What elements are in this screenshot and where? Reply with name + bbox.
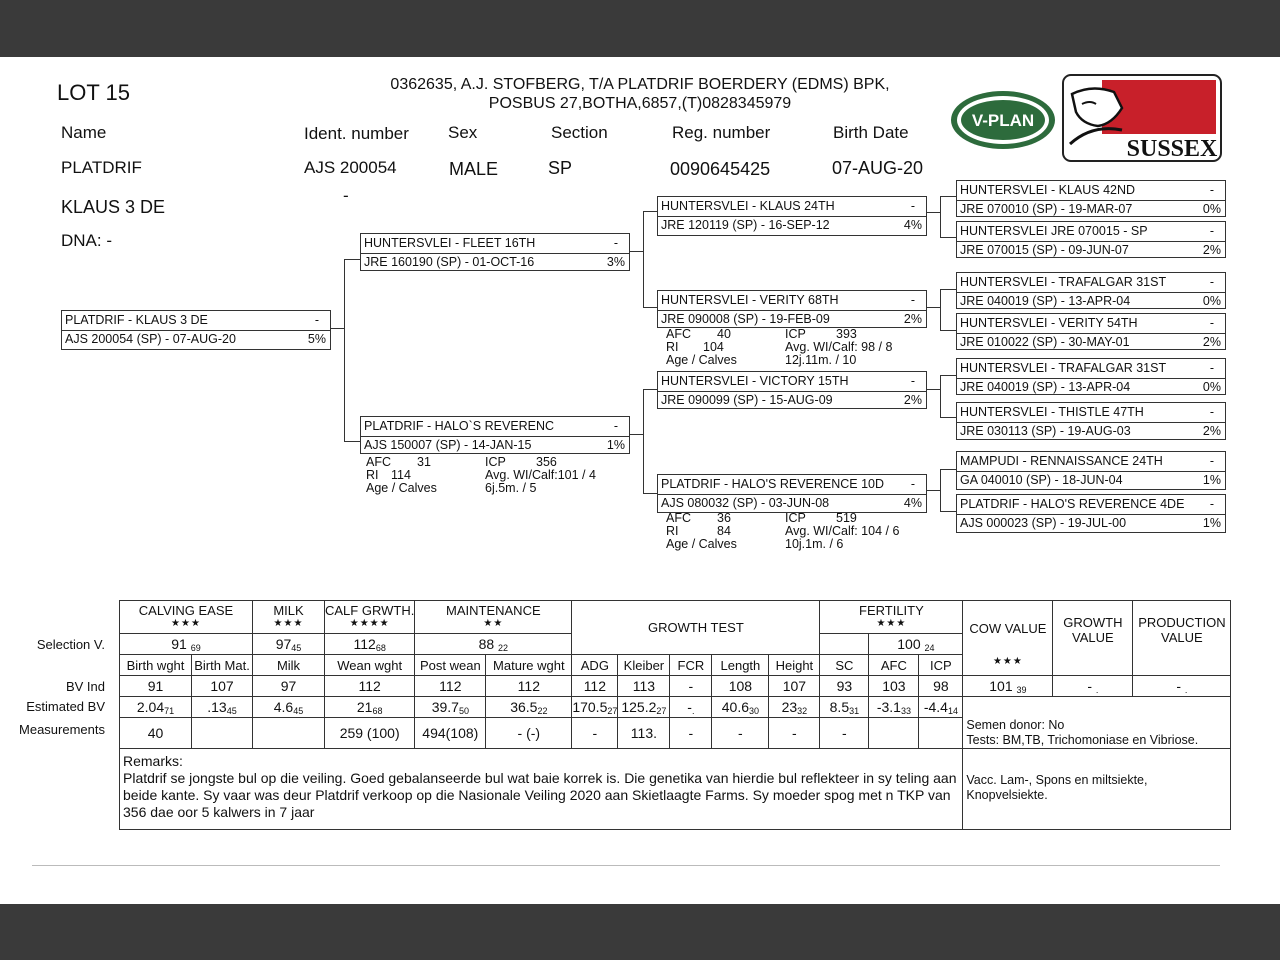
dd-name: PLATDRIF - HALO'S REVERENCE 10D	[661, 477, 885, 491]
bv-table	[119, 600, 1231, 830]
g6-id: JRE 030113 (SP) - 19-AUG-03	[960, 424, 1131, 438]
g6-name: HUNTERSVLEI - THISTLE 47TH	[960, 405, 1144, 419]
meas-cell: 494(108)	[415, 718, 486, 749]
bvind-cell: 93	[820, 676, 869, 697]
breeder-line-1: 0362635, A.J. STOFBERG, T/A PLATDRIF BOERDERY (EDMS) BPK,	[390, 76, 890, 93]
bvind-cell: 113	[618, 676, 670, 697]
g8-id: AJS 000023 (SP) - 19-JUL-00	[960, 516, 1127, 530]
connector	[925, 307, 941, 308]
sel-fert: 100 $_{24}$	[869, 634, 963, 655]
dd-stats	[666, 512, 926, 552]
connector	[344, 259, 360, 260]
row-label-selection: Selection V.	[36, 637, 105, 652]
dam-id: AJS 150007 (SP) - 14-JAN-15	[364, 438, 532, 452]
row-label-bvind: BV Ind	[65, 679, 105, 694]
breeder-info	[340, 75, 940, 113]
vacc-text: Vacc. Lam-, Spons en miltsiekte, Knopvelsiekte.	[966, 772, 1148, 802]
pedigree-gp-2	[956, 221, 1226, 258]
pedigree-sire	[360, 233, 630, 271]
pedigree-gp-1	[956, 180, 1226, 217]
meas-cell: 113.	[618, 718, 670, 749]
sd-afc-label: AFC	[666, 327, 691, 341]
dam-pct: 1%	[606, 438, 625, 452]
dam-stats	[366, 456, 626, 496]
connector	[940, 289, 956, 290]
pedigree-gp-4	[956, 313, 1226, 350]
meas-cell: -	[712, 718, 769, 749]
sussex-logo-text: SUSSEX	[1126, 136, 1218, 162]
col-header: Mature wght	[486, 655, 572, 676]
col-header: ICP	[919, 655, 963, 676]
dam-icp-label: ICP	[485, 455, 506, 469]
bvind-cell: 103	[869, 676, 919, 697]
sd-icp-label: ICP	[785, 327, 806, 341]
sd-dash: -	[910, 293, 915, 307]
sd-pct: 2%	[903, 312, 922, 326]
dd-age-label: Age / Calves	[666, 537, 737, 551]
est-cell: $39.7_{50}$	[415, 697, 486, 718]
g8-pct: 1%	[1202, 516, 1221, 530]
row-label-est: Estimated BV	[26, 699, 105, 714]
meas-cell: -	[820, 718, 869, 749]
connector	[940, 196, 941, 238]
connector	[940, 237, 956, 238]
ds-id: JRE 090099 (SP) - 15-AUG-09	[661, 393, 833, 407]
sire-pct: 3%	[606, 255, 625, 269]
col-header: Birth wght	[120, 655, 192, 676]
est-cell: $2.04_{71}$	[120, 697, 192, 718]
g6-dash: -	[1209, 405, 1214, 419]
maint-stars: ★★	[483, 618, 504, 629]
remarks-text: Platdrif se jongste bul op die veiling. Goed gebalanseerde bul wat baie korrek is. Die genetika van hierdie bul reflekteer in sy teling aan beide kante. Sy vaar was deur Platdrif verkoop op die Nasionale Veiling 2020 aan Skietlaagte Farms. Sy moeder spog met n TKP van 356 dae oor 5 kalwers in 7 jaar	[123, 769, 957, 820]
ss-id: JRE 120119 (SP) - 16-SEP-12	[661, 218, 830, 232]
pedigree-dam-sire	[657, 371, 927, 409]
vplan-logo-text: V-PLAN	[971, 111, 1035, 130]
dd-pct: 4%	[903, 496, 922, 510]
g3-id: JRE 040019 (SP) - 13-APR-04	[960, 294, 1131, 308]
g2-pct: 2%	[1202, 243, 1221, 257]
divider	[32, 865, 1220, 866]
connector	[925, 212, 941, 213]
animal-reg: 0090645425	[670, 159, 771, 179]
bvind-cell: 107	[769, 676, 820, 697]
dd-avg: Avg. WI/Calf: 104 / 6	[785, 524, 900, 538]
dd-afc: 36	[717, 511, 731, 525]
est-cell: $-4.4_{14}$	[919, 697, 963, 718]
dam-name: PLATDRIF - HALO`S REVERENC	[364, 419, 555, 433]
dd-icp-label: ICP	[785, 511, 806, 525]
bvind-cell: 112	[415, 676, 486, 697]
connector	[925, 389, 941, 390]
col-header: SC	[820, 655, 869, 676]
semen-text: Semen donor: No	[966, 717, 1065, 732]
group-fert: FERTILITY ★★★	[820, 601, 963, 634]
group-pv: PRODUCTION VALUE	[1133, 601, 1231, 676]
pedigree-gp-3	[956, 272, 1226, 309]
dd-afc-label: AFC	[666, 511, 691, 525]
subject-id: AJS 200054 (SP) - 07-AUG-20	[65, 332, 236, 346]
calving-stars: ★★★	[171, 618, 201, 629]
connector	[344, 441, 360, 442]
sel-calving: 91 $_{69}$	[120, 634, 253, 655]
g3-pct: 0%	[1202, 294, 1221, 308]
connector	[643, 493, 657, 494]
ss-pct: 4%	[903, 218, 922, 232]
sel-calf: $112_{68}$	[325, 634, 415, 655]
meas-cell: -	[670, 718, 712, 749]
meas-cell	[192, 718, 253, 749]
semen-cell	[963, 718, 1231, 749]
subject-name: PLATDRIF - KLAUS 3 DE	[65, 313, 208, 327]
sd-age: 12j.11m. / 10	[785, 353, 857, 367]
group-maint: MAINTENANCE ★★	[415, 601, 572, 634]
ds-dash: -	[910, 374, 915, 388]
dam-icp: 356	[536, 455, 557, 469]
bvind-cell: 108	[712, 676, 769, 697]
animal-sex: MALE	[449, 159, 499, 179]
g6-pct: 2%	[1202, 424, 1221, 438]
header-ident: Ident. number	[304, 124, 409, 143]
meas-cell: - (-)	[486, 718, 572, 749]
connector	[940, 196, 956, 197]
dam-age-label: Age / Calves	[366, 481, 437, 495]
est-cell: $23_{32}$	[769, 697, 820, 718]
row-label-meas: Measurements	[19, 722, 105, 737]
animal-dna: DNA: -	[61, 231, 112, 250]
bvind-cell: 112	[572, 676, 618, 697]
g3-dash: -	[1209, 275, 1214, 289]
bvind-cow: 101 $_{39}$	[963, 676, 1053, 697]
g8-dash: -	[1209, 497, 1214, 511]
sd-age-label: Age / Calves	[666, 353, 737, 367]
animal-section: SP	[548, 158, 573, 178]
meas-cell	[869, 718, 919, 749]
est-cell: $.13_{45}$	[192, 697, 253, 718]
sd-id: JRE 090008 (SP) - 19-FEB-09	[661, 312, 830, 326]
pedigree-sire-dam	[657, 290, 927, 328]
bvind-cell: 112	[325, 676, 415, 697]
ds-name: HUNTERSVLEI - VICTORY 15TH	[661, 374, 849, 388]
dam-ri: 114	[391, 468, 411, 482]
g3-name: HUNTERSVLEI - TRAFALGAR 31ST	[960, 275, 1167, 289]
g4-id: JRE 010022 (SP) - 30-MAY-01	[960, 335, 1130, 349]
header-birth: Birth Date	[833, 123, 909, 142]
connector	[940, 417, 956, 418]
pedigree-gp-8	[956, 494, 1226, 533]
col-header: Wean wght	[325, 655, 415, 676]
calf-stars: ★★★★	[349, 618, 390, 629]
dam-dash: -	[613, 419, 618, 433]
col-header: Length	[712, 655, 769, 676]
sd-avg: Avg. WI/Calf: 98 / 8	[785, 340, 893, 354]
meas-cell: 259 (100)	[325, 718, 415, 749]
header-name: Name	[61, 123, 107, 142]
lot-number: LOT 15	[57, 80, 130, 105]
connector	[344, 259, 345, 442]
sel-milk: $97_{45}$	[253, 634, 325, 655]
dd-id: AJS 080032 (SP) - 03-JUN-08	[661, 496, 830, 510]
est-cell: $125.2_{27}$	[618, 697, 670, 718]
g2-id: JRE 070015 (SP) - 09-JUN-07	[960, 243, 1129, 257]
g1-name: HUNTERSVLEI - KLAUS 42ND	[960, 183, 1136, 197]
bvind-cell: 91	[120, 676, 192, 697]
sussex-logo	[1062, 74, 1222, 162]
pedigree-gp-6	[956, 402, 1226, 440]
g2-name: HUNTERSVLEI JRE 070015 - SP	[960, 224, 1148, 238]
pedigree-gp-7	[956, 451, 1226, 490]
dd-age: 10j.1m. / 6	[785, 537, 844, 551]
sd-afc: 40	[717, 327, 731, 341]
sire-dash: -	[613, 236, 618, 250]
col-header: Height	[769, 655, 820, 676]
dd-ri-label: RI	[666, 524, 679, 538]
sd-stats	[666, 328, 926, 368]
pedigree-sire-sire	[657, 196, 927, 236]
g7-id: GA 040010 (SP) - 18-JUN-04	[960, 473, 1123, 487]
connector	[643, 389, 657, 390]
g4-name: HUNTERSVLEI - VERITY 54TH	[960, 316, 1138, 330]
g5-name: HUNTERSVLEI - TRAFALGAR 31ST	[960, 361, 1167, 375]
remarks-cell	[120, 748, 963, 829]
col-header: AFC	[869, 655, 919, 676]
connector	[940, 289, 941, 331]
cow-stars: ★★★	[992, 656, 1023, 667]
animal-ident-extra: -	[343, 186, 349, 205]
col-header: Kleiber	[618, 655, 670, 676]
fert-stars: ★★★	[876, 618, 907, 629]
bottom-bar	[0, 904, 1280, 960]
subject-dash: -	[314, 313, 319, 327]
connector	[940, 375, 941, 418]
ss-dash: -	[910, 199, 915, 213]
animal-prefix: PLATDRIF	[61, 158, 142, 177]
col-header: ADG	[572, 655, 618, 676]
connector	[940, 469, 956, 470]
est-cell: $-3.1_{33}$	[869, 697, 919, 718]
g1-pct: 0%	[1202, 202, 1221, 216]
est-cell: $36.5_{22}$	[486, 697, 572, 718]
bvind-cell: 107	[192, 676, 253, 697]
connector	[643, 307, 657, 308]
remarks-label: Remarks:	[123, 752, 183, 769]
connector	[329, 328, 345, 329]
meas-cell: -	[572, 718, 618, 749]
animal-ident: AJS 200054	[304, 158, 397, 177]
g4-pct: 2%	[1202, 335, 1221, 349]
top-bar	[0, 0, 1280, 57]
connector	[940, 375, 956, 376]
sd-ri: 104	[703, 340, 724, 354]
est-cell: $170.5_{27}$	[572, 698, 618, 716]
col-header: FCR	[670, 655, 712, 676]
g8-name: PLATDRIF - HALO'S REVERENCE 4DE	[960, 497, 1185, 511]
dam-ri-label: RI	[366, 468, 379, 482]
meas-cell: 40	[120, 718, 192, 749]
subject-pct: 5%	[307, 332, 326, 346]
g5-dash: -	[1209, 361, 1214, 375]
est-extra	[963, 697, 1231, 718]
g7-name: MAMPUDI - RENNAISSANCE 24TH	[960, 454, 1163, 468]
vplan-logo	[950, 90, 1056, 150]
pedigree-subject	[61, 310, 331, 350]
connector	[940, 511, 956, 512]
bvind-cell: 98	[919, 676, 963, 697]
pedigree-gp-5	[956, 358, 1226, 395]
col-header: Milk	[253, 655, 325, 676]
g5-pct: 0%	[1202, 380, 1221, 394]
col-header: Post wean	[415, 655, 486, 676]
milk-stars: ★★★	[273, 618, 304, 629]
bvind-cell: 112	[486, 676, 572, 697]
sel-maint: 88 $_{22}$	[415, 634, 572, 655]
breeder-line-2: POSBUS 27,BOTHA,6857,(T)0828345979	[488, 95, 792, 112]
sire-id: JRE 160190 (SP) - 01-OCT-16	[364, 255, 535, 269]
g1-id: JRE 070010 (SP) - 19-MAR-07	[960, 202, 1133, 216]
group-growth: GROWTH TEST	[572, 601, 820, 655]
connector	[643, 211, 657, 212]
header-reg: Reg. number	[672, 123, 771, 142]
g2-dash: -	[1209, 224, 1214, 238]
group-calving: CALVING EASE ★★★	[120, 601, 253, 634]
g4-dash: -	[1209, 316, 1214, 330]
bvind-gv: - $_.$	[1053, 676, 1133, 697]
bvind-cell: -	[670, 676, 712, 697]
group-milk: MILK ★★★	[253, 601, 325, 634]
dam-avg: Avg. WI/Calf:101 / 4	[485, 468, 596, 482]
connector	[940, 469, 941, 512]
group-calf: CALF GRWTH. ★★★★	[325, 601, 415, 634]
connector	[643, 389, 644, 494]
pedigree-dam	[360, 416, 630, 454]
meas-cell	[919, 718, 963, 749]
tests-text: Tests: BM,TB, Trichomoniase en Vibriose.	[966, 732, 1199, 747]
meas-cell	[253, 718, 325, 749]
g5-id: JRE 040019 (SP) - 13-APR-04	[960, 380, 1131, 394]
vacc-cell	[963, 748, 1231, 829]
group-gv: GROWTH VALUE	[1053, 601, 1133, 676]
dd-dash: -	[910, 477, 915, 491]
ds-pct: 2%	[903, 393, 922, 407]
dam-age: 6j.5m. / 5	[485, 481, 537, 495]
dd-icp: 519	[836, 511, 857, 525]
dam-afc-label: AFC	[366, 455, 391, 469]
ss-name: HUNTERSVLEI - KLAUS 24TH	[661, 199, 835, 213]
sd-icp: 393	[836, 327, 857, 341]
connector	[628, 434, 644, 435]
col-header: Birth Mat.	[192, 655, 253, 676]
animal-birth: 07-AUG-20	[832, 158, 924, 178]
meas-cell: -	[769, 718, 820, 749]
sd-name: HUNTERSVLEI - VERITY 68TH	[661, 293, 839, 307]
g7-dash: -	[1209, 454, 1214, 468]
dd-ri: 84	[717, 524, 731, 538]
sire-name: HUNTERSVLEI - FLEET 16TH	[364, 236, 536, 250]
est-cell: $21_{68}$	[325, 697, 415, 718]
dam-afc: 31	[417, 455, 431, 469]
header-section: Section	[551, 123, 608, 142]
sd-ri-label: RI	[666, 340, 679, 354]
g1-dash: -	[1209, 183, 1214, 197]
est-cell: $40.6_{30}$	[712, 697, 769, 718]
connector	[643, 211, 644, 308]
g7-pct: 1%	[1202, 473, 1221, 487]
est-cell: $8.5_{31}$	[820, 697, 869, 718]
connector	[925, 490, 941, 491]
est-cell: $4.6_{45}$	[253, 697, 325, 718]
animal-name: KLAUS 3 DE	[61, 197, 166, 217]
bvind-cell: 97	[253, 676, 325, 697]
group-cow: COW VALUE ★★★	[963, 601, 1053, 676]
connector	[940, 330, 956, 331]
connector	[628, 251, 644, 252]
est-cell: $-_.$	[670, 697, 712, 718]
header-sex: Sex	[448, 123, 478, 142]
bvind-pv: - $_.$	[1133, 676, 1231, 697]
pedigree-dam-dam	[657, 474, 927, 513]
